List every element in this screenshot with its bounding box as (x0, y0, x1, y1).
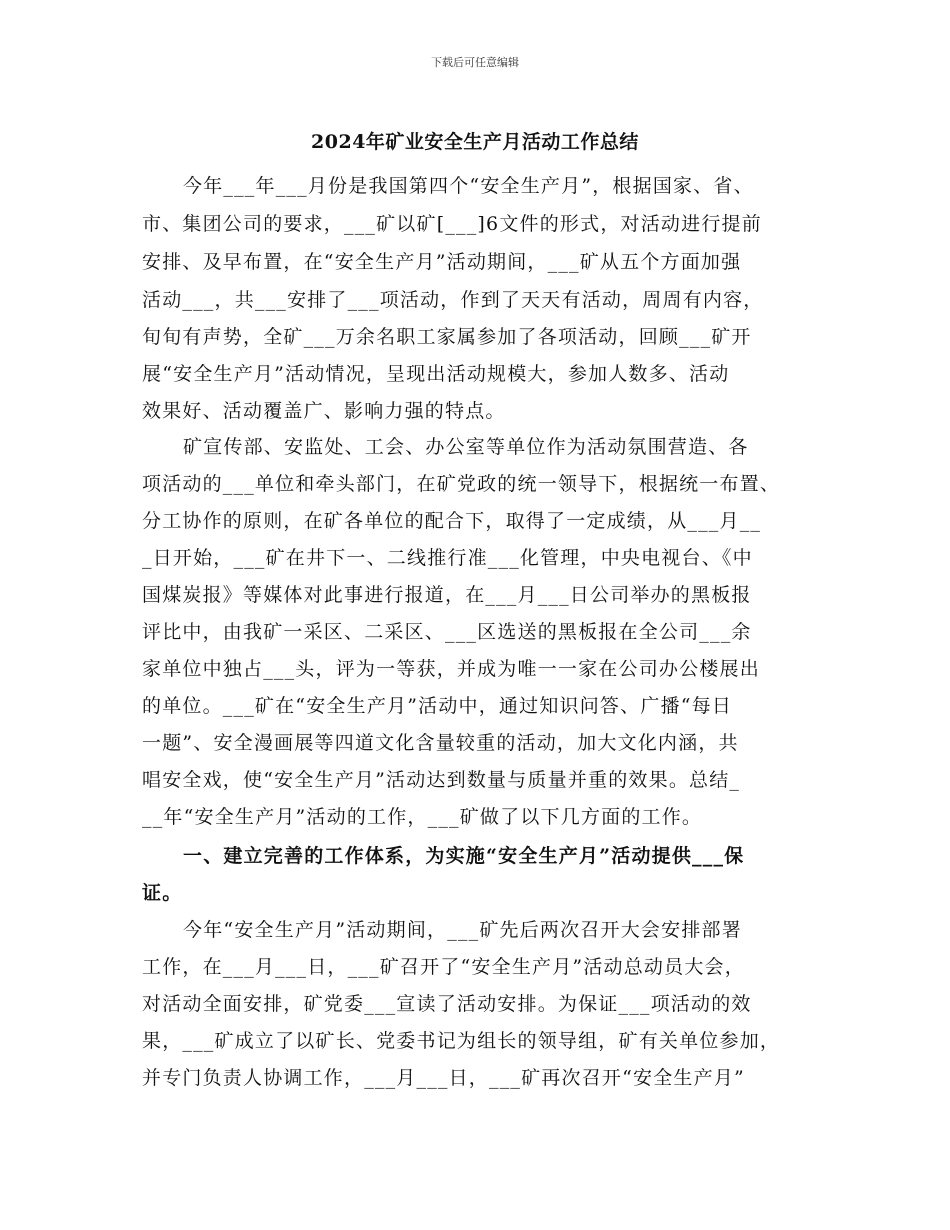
paragraph-line: 今年“安全生产月”活动期间，___矿先后两次召开大会安排部署 (183, 919, 742, 941)
paragraph-line: 效果好、活动覆盖广、影响力强的特点。 (142, 400, 506, 422)
paragraph-line: 市、集团公司的要求，___矿以矿[___]6文件的形式，对活动进行提前 (142, 213, 762, 235)
paragraph-line: 安排、及早布置，在“安全生产月”活动期间，___矿从五个方面加强 (142, 251, 742, 273)
section-heading: 证。 (142, 882, 183, 904)
paragraph-line: 国煤炭报》等媒体对此事进行报道，在___月___日公司举办的黑板报 (142, 584, 752, 606)
paragraph-line: 今年___年___月份是我国第四个“安全生产月”，根据国家、省、 (183, 175, 754, 197)
section-heading: 一、建立完善的工作体系，为实施“安全生产月”活动提供___保 (183, 845, 745, 867)
document-title: 2024年矿业安全生产月活动工作总结 (311, 131, 639, 153)
header-note: 下载后可任意编辑 (431, 56, 519, 69)
paragraph-line: 对活动全面安排，矿党委___宣读了活动安排。为保证___项活动的效 (142, 993, 752, 1015)
paragraph-line: 展“安全生产月”活动情况，呈现出活动规模大，参加人数多、活动 (142, 363, 730, 385)
paragraph-line: 并专门负责人协调工作，___月___日，___矿再次召开“安全生产月” (142, 1067, 745, 1089)
paragraph-line: 一题”、安全漫画展等四道文化含量较重的活动，加大文化内涵，共 (142, 732, 739, 754)
paragraph-line: __年“安全生产月”活动的工作，___矿做了以下几方面的工作。 (142, 806, 703, 828)
paragraph-line: 项活动的___单位和牵头部门，在矿党政的统一领导下，根据统一布置、 (142, 473, 781, 495)
paragraph-line: _日开始，___矿在井下一、二线推行准___化管理，中央电视台、《中 (142, 547, 753, 569)
paragraph-line: 矿宣传部、安监处、工会、办公室等单位作为活动氛围营造、各 (183, 436, 749, 458)
paragraph-line: 评比中，由我矿一采区、二采区、___区选送的黑板报在全公司___余 (142, 621, 752, 643)
paragraph-line: 家单位中独占___头，评为一等获，并成为唯一一家在公司办公楼展出 (142, 658, 760, 680)
paragraph-line: 的单位。___矿在“安全生产月”活动中，通过知识问答、广播“每日 (142, 695, 733, 717)
paragraph-line: 分工协作的原则，在矿各单位的配合下，取得了一定成绩，从___月__ (142, 510, 762, 532)
paragraph-line: 果，___矿成立了以矿长、党委书记为组长的领导组，矿有关单位参加， (142, 1030, 781, 1052)
paragraph-line: 活动___，共___安排了___项活动，作到了天天有活动，周周有内容， (142, 289, 764, 311)
paragraph-line: 旬旬有声势，全矿___万余名职工家属参加了各项活动，回顾___矿开 (142, 326, 752, 348)
paragraph-line: 工作，在___月___日，___矿召开了“安全生产月”活动总动员大会， (142, 956, 745, 978)
paragraph-line: 唱安全戏，使“安全生产月”活动达到数量与质量并重的效果。总结_ (142, 769, 741, 791)
